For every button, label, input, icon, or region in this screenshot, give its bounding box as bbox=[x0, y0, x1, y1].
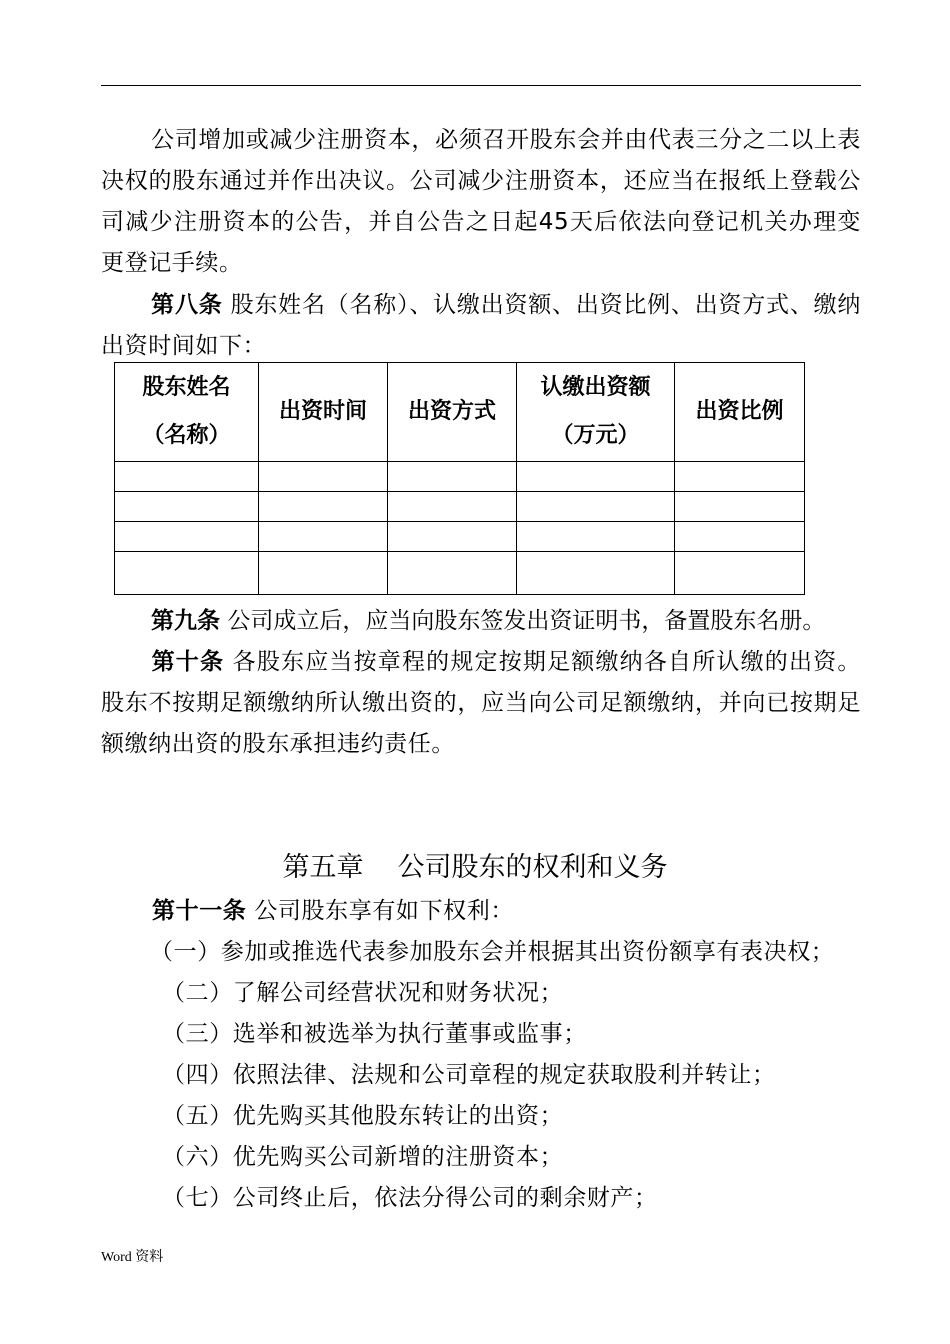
header-contribution-method: 出资方式 bbox=[388, 363, 517, 462]
article-9-text: 公司成立后，应当向股东签发出资证明书，备置股东名册。 bbox=[227, 608, 826, 634]
table-cell bbox=[388, 492, 517, 522]
table-cell bbox=[675, 552, 805, 595]
table-cell bbox=[517, 492, 675, 522]
list-item: （二）了解公司经营状况和财务状况； bbox=[162, 980, 564, 1006]
table-cell bbox=[517, 522, 675, 552]
chapter-number: 第五章 bbox=[282, 852, 364, 883]
table-cell bbox=[115, 522, 259, 552]
table-row bbox=[115, 462, 805, 492]
table-cell bbox=[517, 462, 675, 492]
list-item: （六）优先购买公司新增的注册资本； bbox=[162, 1144, 564, 1170]
header-contribution-time: 出资时间 bbox=[259, 363, 388, 462]
header-subscribed-amount: 认缴出资额 （万元） bbox=[517, 363, 675, 462]
list-item: （七）公司终止后，依法分得公司的剩余财产； bbox=[162, 1185, 658, 1211]
article-11-text: 公司股东享有如下权利： bbox=[254, 898, 514, 924]
table-cell bbox=[259, 522, 388, 552]
table-cell bbox=[259, 462, 388, 492]
article-10-label: 第十条 bbox=[151, 649, 225, 675]
article-11 bbox=[152, 891, 942, 932]
article-11-label: 第十一条 bbox=[152, 898, 247, 924]
article-8-label: 第八条 bbox=[151, 292, 223, 318]
footer-label: Word 资料 bbox=[101, 1250, 164, 1265]
table-cell bbox=[115, 552, 259, 595]
list-item: （一）参加或推选代表参加股东会并根据其出资份额享有表决权； bbox=[150, 939, 835, 965]
article-10 bbox=[101, 642, 861, 765]
table-header-row bbox=[115, 363, 805, 462]
article-8 bbox=[101, 285, 861, 367]
table-cell bbox=[675, 522, 805, 552]
paragraph-capital-change: 公司增加或减少注册资本，必须召开股东会并由代表三分之二以上表决权的股东通过并作出决议。公司减少注册资本，还应当在报纸上登载公司减少注册资本的公告，并自公告之日起45天后依法向登记机关办理变更登记手续。 bbox=[101, 127, 861, 276]
table-row bbox=[115, 492, 805, 522]
article-10-text: 各股东应当按章程的规定按期足额缴纳各自所认缴的出资。股东不按期足额缴纳所认缴出资的，应当向公司足额缴纳，并向已按期足额缴纳出资的股东承担违约责任。 bbox=[101, 649, 861, 757]
list-item: （三）选举和被选举为执行董事或监事； bbox=[162, 1021, 587, 1047]
table-cell bbox=[115, 462, 259, 492]
shareholder-table bbox=[114, 362, 805, 595]
table-cell bbox=[675, 462, 805, 492]
table-cell bbox=[115, 492, 259, 522]
table-cell bbox=[388, 462, 517, 492]
list-item: （四）依照法律、法规和公司章程的规定获取股利并转让； bbox=[162, 1062, 776, 1088]
chapter-title: 公司股东的权利和义务 bbox=[397, 852, 668, 883]
table-cell bbox=[388, 552, 517, 595]
header-rule bbox=[101, 85, 861, 86]
header-contribution-ratio: 出资比例 bbox=[675, 363, 805, 462]
table-cell bbox=[259, 492, 388, 522]
article-9-label: 第九条 bbox=[151, 608, 220, 634]
chapter-heading bbox=[0, 846, 950, 890]
table-cell bbox=[517, 552, 675, 595]
article-8-text: 股东姓名（名称）、认缴出资额、出资比例、出资方式、缴纳出资时间如下： bbox=[101, 292, 861, 359]
article-9 bbox=[101, 601, 891, 642]
table-cell bbox=[675, 492, 805, 522]
list-item: （五）优先购买其他股东转让的出资； bbox=[162, 1103, 564, 1129]
table-cell bbox=[259, 552, 388, 595]
table-row bbox=[115, 522, 805, 552]
table-row bbox=[115, 552, 805, 595]
header-shareholder-name: 股东姓名 （名称） bbox=[115, 363, 259, 462]
table-cell bbox=[388, 522, 517, 552]
